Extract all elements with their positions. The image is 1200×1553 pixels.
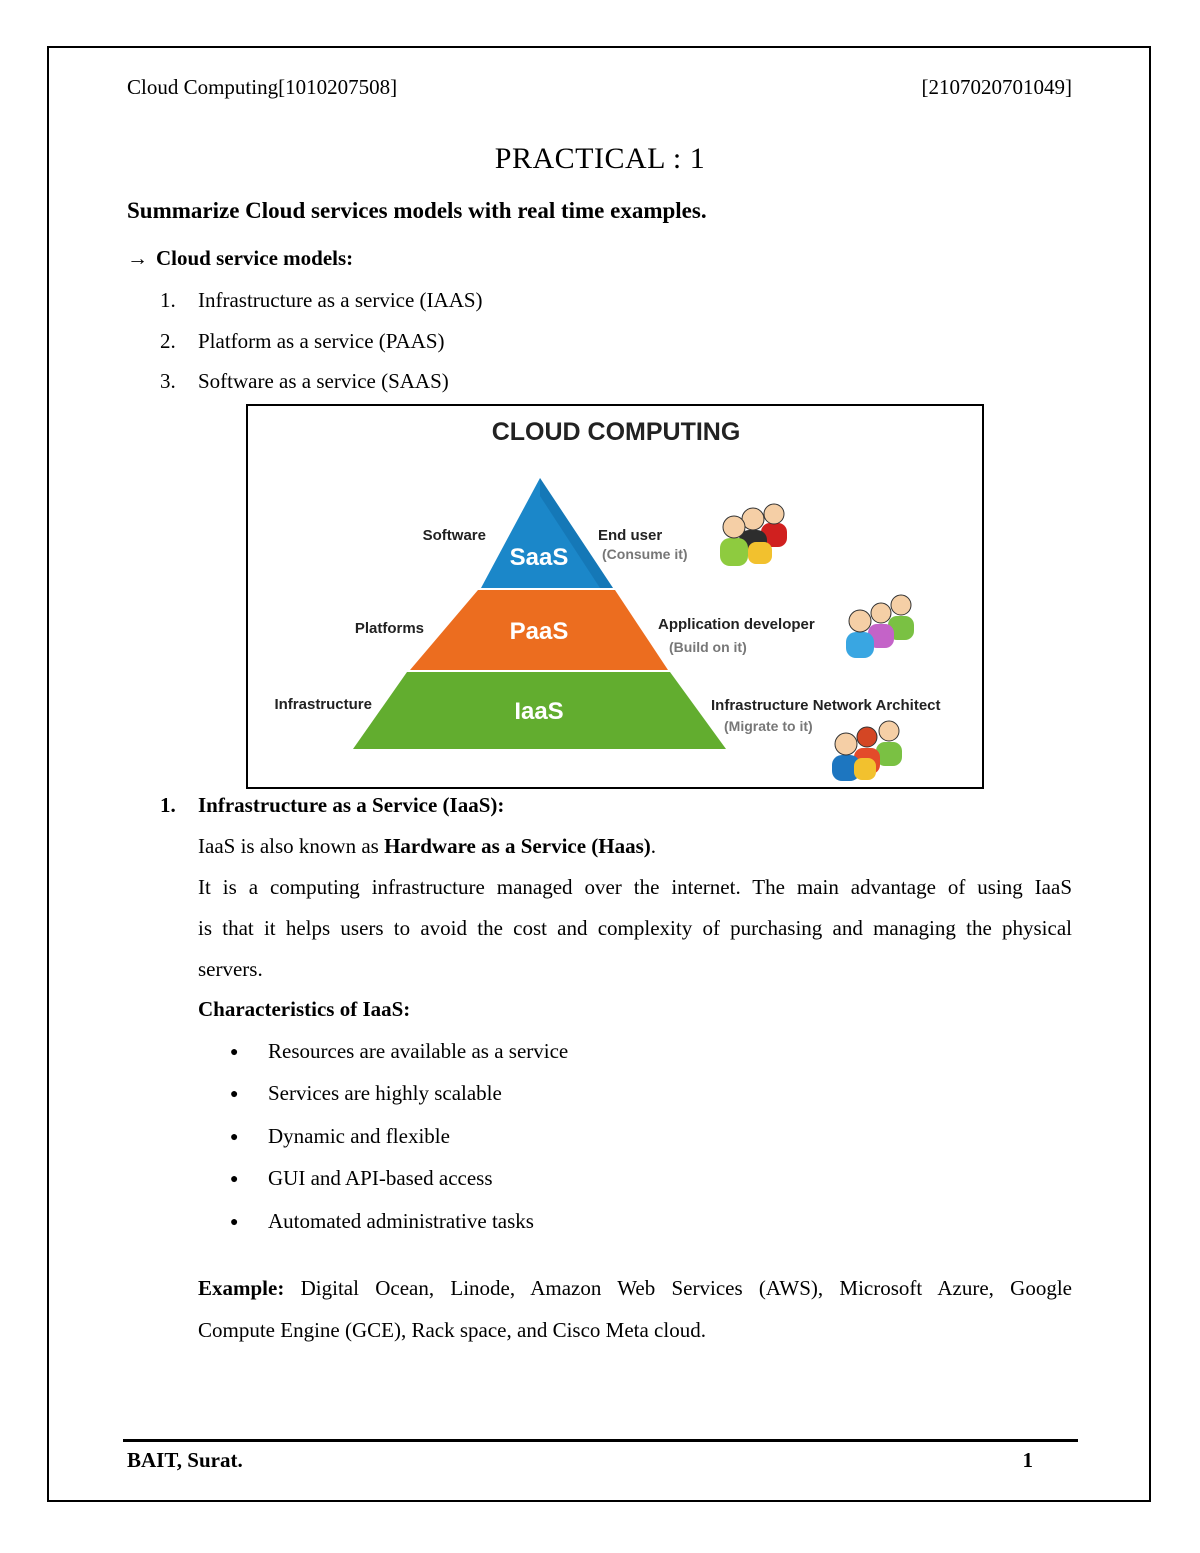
footer-institute: BAIT, Surat. xyxy=(127,1448,243,1472)
list-item: 3. Software as a service (SAAS) xyxy=(160,369,449,393)
cloud-pyramid-figure xyxy=(246,404,984,789)
page-title: PRACTICAL : 1 xyxy=(494,142,706,175)
figure-title: CLOUD COMPUTING xyxy=(491,418,741,446)
arrow-icon: → xyxy=(127,246,148,270)
developer-people-icon xyxy=(846,595,914,658)
footer-divider xyxy=(123,1439,1078,1442)
end-user-people-icon xyxy=(720,504,787,566)
header-enrollment: [2107020701049] xyxy=(921,75,1072,99)
list-item: 1. Infrastructure as a service (IAAS) xyxy=(160,288,483,312)
app-developer-label: Application developer xyxy=(658,616,815,633)
migrate-label: (Migrate to it) xyxy=(724,718,813,734)
header-course: Cloud Computing[1010207508] xyxy=(127,75,398,99)
end-user-label: End user xyxy=(598,527,663,544)
iaas-para-line: is that it helps users to avoid the cost and complexity of purchasing and managing the physical xyxy=(198,916,1072,940)
software-label: Software xyxy=(422,527,486,544)
section-heading-iaas: 1. Infrastructure as a Service (IaaS): xyxy=(160,793,505,817)
network-architect-label: Infrastructure Network Architect xyxy=(711,697,941,714)
list-item: ● Automated administrative tasks xyxy=(230,1209,534,1233)
consume-label: (Consume it) xyxy=(602,546,688,562)
saas-label: SaaS xyxy=(509,544,569,571)
platforms-label: Platforms xyxy=(354,620,424,637)
list-item: 2. Platform as a service (PAAS) xyxy=(160,329,445,353)
pyramid-diagram xyxy=(248,406,982,787)
architect-people-icon xyxy=(832,721,902,781)
infrastructure-label: Infrastructure xyxy=(274,696,372,713)
iaas-aka: IaaS is also known as Hardware as a Service (Haas). xyxy=(198,834,657,858)
iaas-para-line: servers. xyxy=(198,957,263,981)
paas-label: PaaS xyxy=(509,618,569,645)
iaas-label: IaaS xyxy=(514,698,564,725)
example-line: Example: Digital Ocean, Linode, Amazon Web Services (AWS), Microsoft Azure, Google xyxy=(198,1276,1072,1300)
list-item: ● Resources are available as a service xyxy=(230,1039,569,1063)
characteristics-heading: Characteristics of IaaS: xyxy=(198,997,411,1021)
list-item: ● Dynamic and flexible xyxy=(230,1124,450,1148)
build-label: (Build on it) xyxy=(669,639,747,655)
subheading xyxy=(127,246,353,271)
list-item: ● Services are highly scalable xyxy=(230,1081,502,1105)
question: Summarize Cloud services models with real time examples. xyxy=(127,198,707,223)
example-line: Compute Engine (GCE), Rack space, and Cisco Meta cloud. xyxy=(198,1318,706,1342)
list-item: ● GUI and API-based access xyxy=(230,1166,493,1190)
page-number: 1 xyxy=(1022,1448,1033,1472)
subheading-label: Cloud service models: xyxy=(156,246,354,270)
iaas-para-line: It is a computing infrastructure managed over the internet. The main advantage of using IaaS xyxy=(198,875,1072,899)
